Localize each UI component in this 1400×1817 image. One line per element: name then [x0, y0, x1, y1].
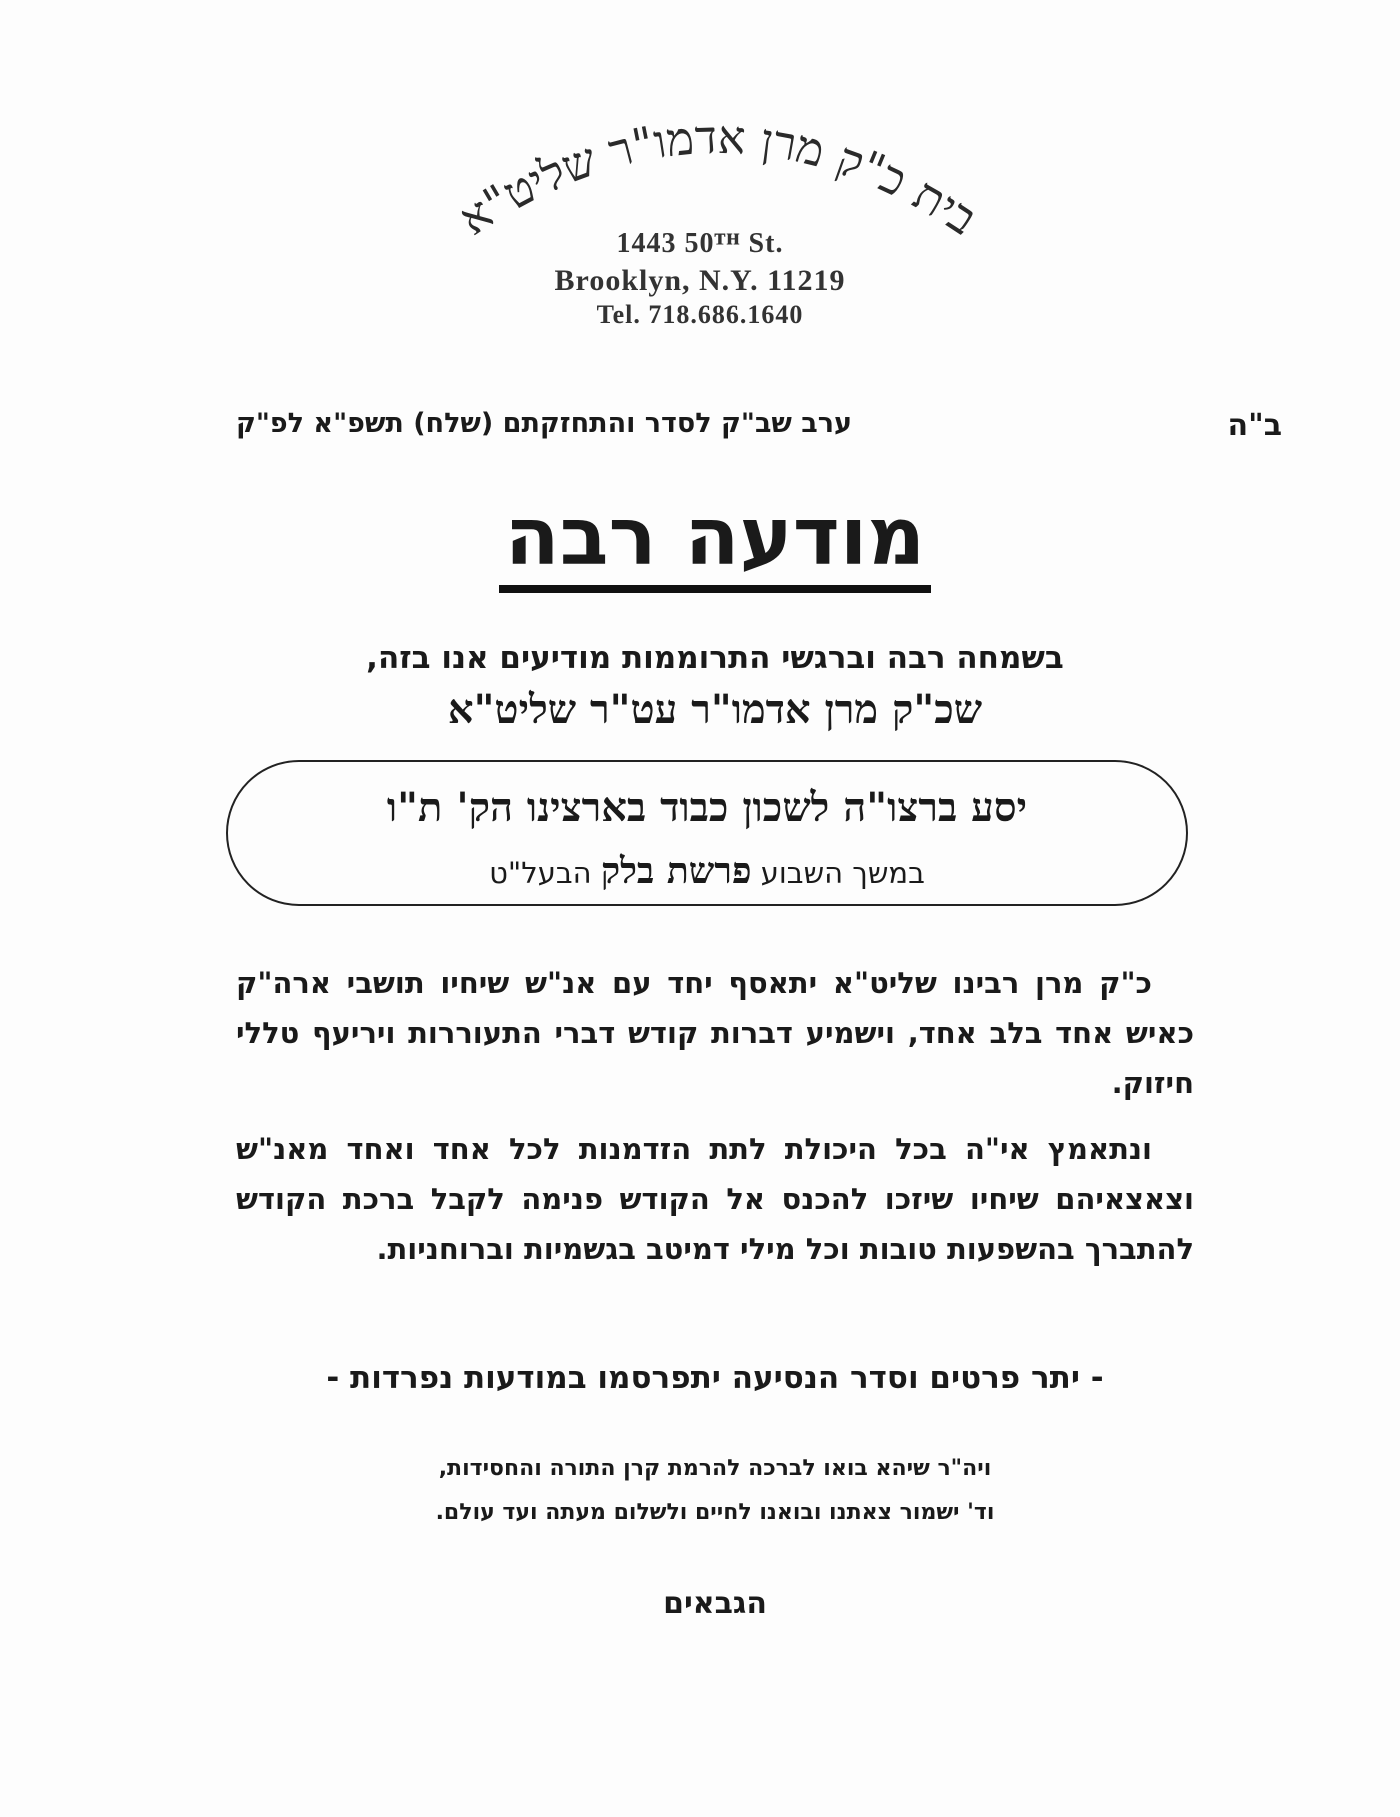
details-note: - יתר פרטים וסדר הנסיעה יתפרסמו במודעות נפרדות - — [326, 1360, 1104, 1396]
box-subline — [228, 850, 1186, 892]
box-subline-pre: במשך השבוע — [760, 856, 925, 890]
box-subline-parsha: פרשת בלק — [600, 850, 752, 892]
letterhead-name: בית כ"ק מרן אדמו"ר שליט"א — [449, 109, 987, 246]
address-city: Brooklyn, N.Y. 11219 — [554, 264, 846, 297]
intro-line: בשמחה רבה וברגשי התרוממות מודיעים אנו בזה, — [366, 640, 1064, 676]
address-street: 1443 50ᵀᴴ St. — [616, 228, 784, 259]
title-text: מודעה רבה — [499, 497, 931, 593]
signature: הגבאים — [663, 1586, 767, 1621]
announcement-title — [0, 490, 1400, 593]
highlight-box — [226, 760, 1188, 906]
blessing-line-1: ויה"ר שיהא בואו לברכה להרמת קרן התורה והחסידות, — [438, 1456, 992, 1481]
rebbe-line: שכ"ק מרן אדמו"ר עט"ר שליט"א — [447, 686, 983, 733]
bh-mark: ב"ה — [1227, 408, 1282, 443]
body-paragraph-2: ונתאמץ אי"ה בכל היכולת לתת הזדמנות לכל אחד ואחד מאנ"ש וצאצאיהם שיחיו שיזכו להכנס אל הקודש פנימה לקבל ברכת הקודש להתברך בהשפעות טובות וכל מילי דמיטב בגשמיות וברוחניות. — [236, 1132, 1194, 1266]
date-line: ערב שב"ק לסדר והתחזקתם (שלח) תשפ"א לפ"ק — [235, 408, 852, 439]
address-phone: Tel. 718.686.1640 — [596, 300, 804, 329]
blessing-line-2: וד' ישמור צאתנו ובואנו לחיים ולשלום מעתה ועד עולם. — [435, 1500, 995, 1525]
box-headline: יסע ברצו"ה לשכון כבוד בארצינו הק' ת"ו — [386, 784, 1028, 831]
body-paragraph-1: כ"ק מרן רבינו שליט"א יתאסף יחד עם אנ"ש שיחיו תושבי ארה"ק כאיש אחד בלב אחד, וישמיע דברות קודש דברי התעוררות ויריעף טללי חיזוק. — [236, 966, 1194, 1100]
box-subline-post: הבעל"ט — [489, 856, 592, 890]
